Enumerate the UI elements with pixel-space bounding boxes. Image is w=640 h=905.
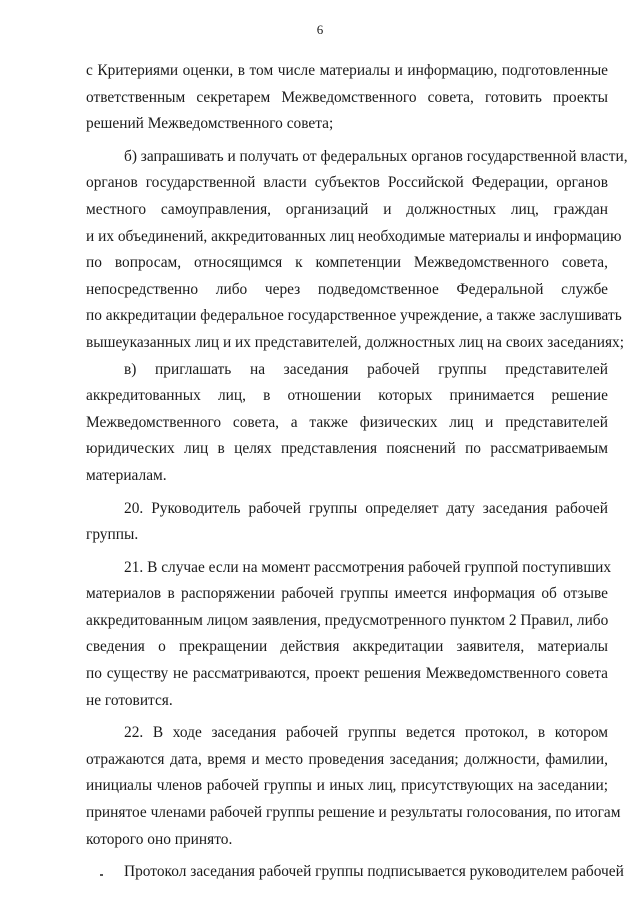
text-line: инициалы членов рабочей группы и иных лиц, присутствующих на заседании; [86, 777, 608, 795]
text-line: по вопросам, относящимся к компетенции Межведомственного совета, [86, 254, 608, 272]
text-line: отражаются дата, время и место проведения заседания; должности, фамилии, [86, 750, 608, 768]
page-number: 6 [316, 22, 324, 37]
text-line: аккредитованным лицом заявления, предусмотренного пунктом 2 Правил, либо [86, 611, 609, 629]
text-line: не готовится. [86, 691, 173, 709]
text-line: по аккредитации федеральное государственное учреждение, а также заслушивать [86, 307, 622, 325]
paragraph-continuation [86, 58, 608, 138]
text-line: сведения о прекращении действия аккредитации заявителя, материалы [86, 638, 608, 656]
paragraph-item-b [86, 144, 628, 357]
text-line: материалам. [86, 466, 167, 484]
text-line: Межведомственного совета, а также физических лиц и представителей [86, 413, 608, 431]
document-body [86, 58, 628, 886]
paragraph-21 [86, 555, 612, 715]
text-line: б) запрашивать и получать от федеральных органов государственной власти, [124, 147, 628, 165]
text-line: группы. [86, 526, 139, 544]
paragraph-20 [86, 496, 608, 549]
text-line: Протокол заседания рабочей группы подписывается руководителем рабочей [124, 863, 624, 881]
text-line: решений Межведомственного совета; [86, 115, 334, 133]
text-line: по существу не рассматриваются, проект решения Межведомственного совета [86, 665, 608, 683]
text-line: 21. В случае если на момент рассмотрения рабочей группой поступивших [124, 558, 612, 576]
paragraph-protocol [86, 859, 624, 886]
text-line: вышеуказанных лиц и их представителей, должностных лиц на своих заседаниях; [86, 333, 625, 351]
text-line: с Критериями оценки, в том числе материалы и информацию, подготовленные [86, 62, 608, 79]
text-line: которого оно принято. [86, 830, 233, 848]
paragraph-22 [86, 720, 621, 853]
text-line: материалов в распоряжении рабочей группы имеется информация об отзыве [86, 585, 608, 603]
text-line: ответственным секретарем Межведомственного совета, готовить проекты [86, 88, 608, 106]
text-line: юридических лиц в целях представления пояснений по рассматриваемым [86, 440, 608, 458]
text-line: в) приглашать на заседания рабочей группы представителей [124, 360, 608, 378]
paragraph-item-v [86, 357, 608, 490]
text-line: и их объединений, аккредитованных лиц необходимые материалы и информацию [86, 227, 622, 245]
text-line: принятое членами рабочей группы решение и результаты голосования, по итогам [86, 804, 621, 822]
text-line: 20. Руководитель рабочей группы определяет дату заседания рабочей [124, 499, 608, 517]
text-line: 22. В ходе заседания рабочей группы ведется протокол, в котором [124, 724, 608, 742]
text-line: аккредитованных лиц, в отношении которых принимается решение [86, 387, 608, 405]
text-line: органов государственной власти субъектов Российской Федерации, органов [86, 174, 608, 192]
text-line: непосредственно либо через подведомственное Федеральной службе [86, 280, 608, 298]
text-line: местного самоуправления, организаций и должностных лиц, граждан [86, 200, 608, 218]
scan-speck [100, 874, 103, 876]
